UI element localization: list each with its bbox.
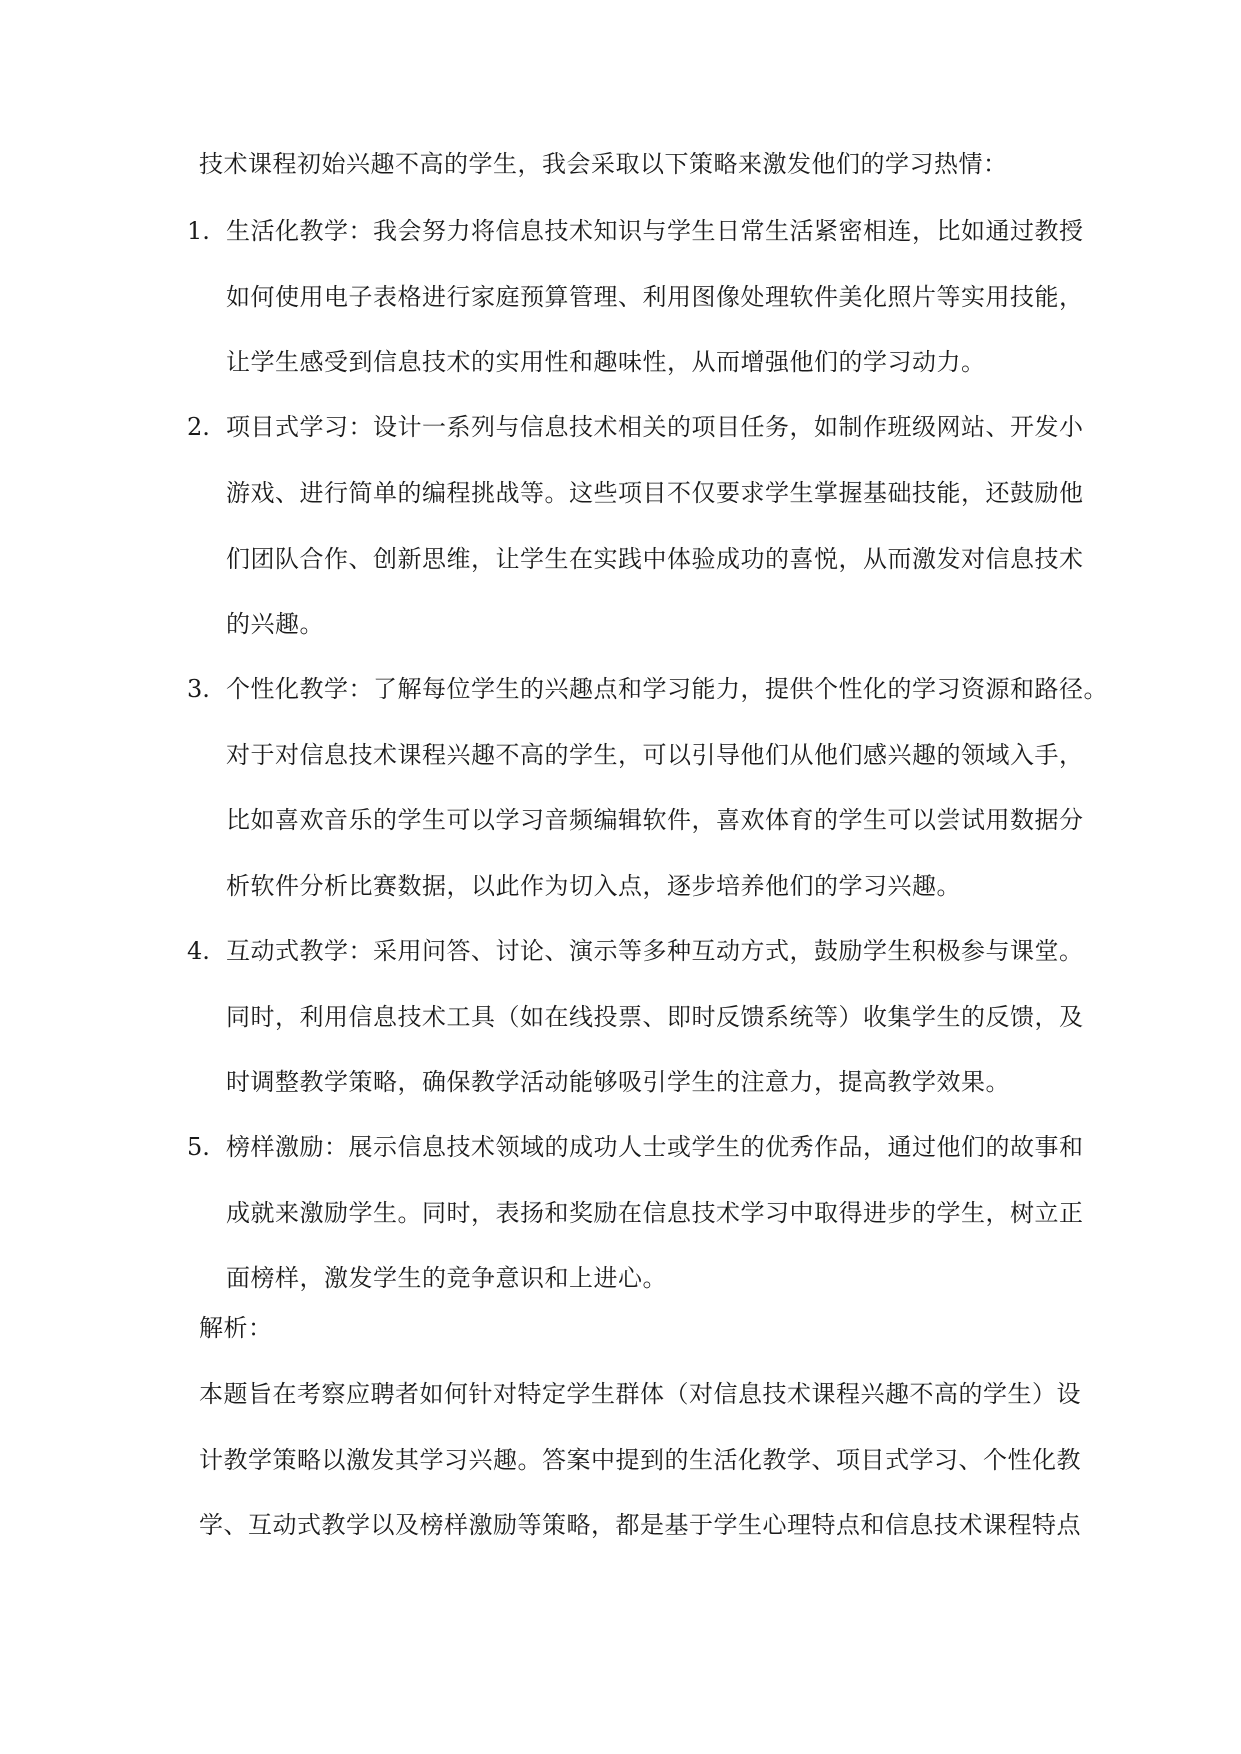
- list-item-1-line-3: 让学生感受到信息技术的实用性和趣味性，从而增强他们的学习动力。: [226, 348, 986, 376]
- list-item-4-line-2: 同时，利用信息技术工具（如在线投票、即时反馈系统等）收集学生的反馈，及: [226, 1003, 1084, 1031]
- list-item-1-line-1: 生活化教学：我会努力将信息技术知识与学生日常生活紧密相连，比如通过教授: [226, 217, 1084, 245]
- list-number-5: 5.: [187, 1133, 210, 1161]
- list-item-4-line-1: 互动式教学：采用问答、讨论、演示等多种互动方式，鼓励学生积极参与课堂。: [226, 937, 1084, 965]
- list-number-4: 4.: [187, 937, 210, 965]
- list-item-3-line-4: 析软件分析比赛数据，以此作为切入点，逐步培养他们的学习兴趣。: [226, 872, 961, 900]
- list-item-5-line-1: 榜样激励：展示信息技术领域的成功人士或学生的优秀作品，通过他们的故事和: [226, 1133, 1084, 1161]
- list-item-3-line-1: 个性化教学：了解每位学生的兴趣点和学习能力，提供个性化的学习资源和路径。: [226, 675, 1108, 703]
- list-item-1-line-2: 如何使用电子表格进行家庭预算管理、利用图像处理软件美化照片等实用技能，: [226, 283, 1084, 311]
- list-item-2-line-3: 们团队合作、创新思维，让学生在实践中体验成功的喜悦，从而激发对信息技术: [226, 545, 1084, 573]
- analysis-line-1: 本题旨在考察应聘者如何针对特定学生群体（对信息技术课程兴趣不高的学生）设: [199, 1380, 1081, 1408]
- analysis-heading: 解析：: [199, 1314, 273, 1342]
- list-item-2-line-1: 项目式学习：设计一系列与信息技术相关的项目任务，如制作班级网站、开发小: [226, 413, 1084, 441]
- list-number-2: 2.: [187, 413, 210, 441]
- list-item-2-line-4: 的兴趣。: [226, 610, 324, 638]
- analysis-line-3: 学、互动式教学以及榜样激励等策略，都是基于学生心理特点和信息技术课程特点: [199, 1511, 1081, 1539]
- list-item-2-line-2: 游戏、进行简单的编程挑战等。这些项目不仅要求学生掌握基础技能，还鼓励他: [226, 479, 1084, 507]
- list-item-3-line-3: 比如喜欢音乐的学生可以学习音频编辑软件，喜欢体育的学生可以尝试用数据分: [226, 806, 1084, 834]
- list-item-3-line-2: 对于对信息技术课程兴趣不高的学生，可以引导他们从他们感兴趣的领域入手，: [226, 741, 1084, 769]
- list-item-5-line-2: 成就来激励学生。同时，表扬和奖励在信息技术学习中取得进步的学生，树立正: [226, 1199, 1084, 1227]
- list-item-4-line-3: 时调整教学策略，确保教学活动能够吸引学生的注意力，提高教学效果。: [226, 1068, 1010, 1096]
- intro-paragraph: 技术课程初始兴趣不高的学生，我会采取以下策略来激发他们的学习热情：: [199, 150, 1008, 178]
- analysis-line-2: 计教学策略以激发其学习兴趣。答案中提到的生活化教学、项目式学习、个性化教: [199, 1446, 1081, 1474]
- list-number-3: 3.: [187, 675, 210, 703]
- list-item-5-line-3: 面榜样，激发学生的竞争意识和上进心。: [226, 1264, 667, 1292]
- list-number-1: 1.: [187, 217, 210, 245]
